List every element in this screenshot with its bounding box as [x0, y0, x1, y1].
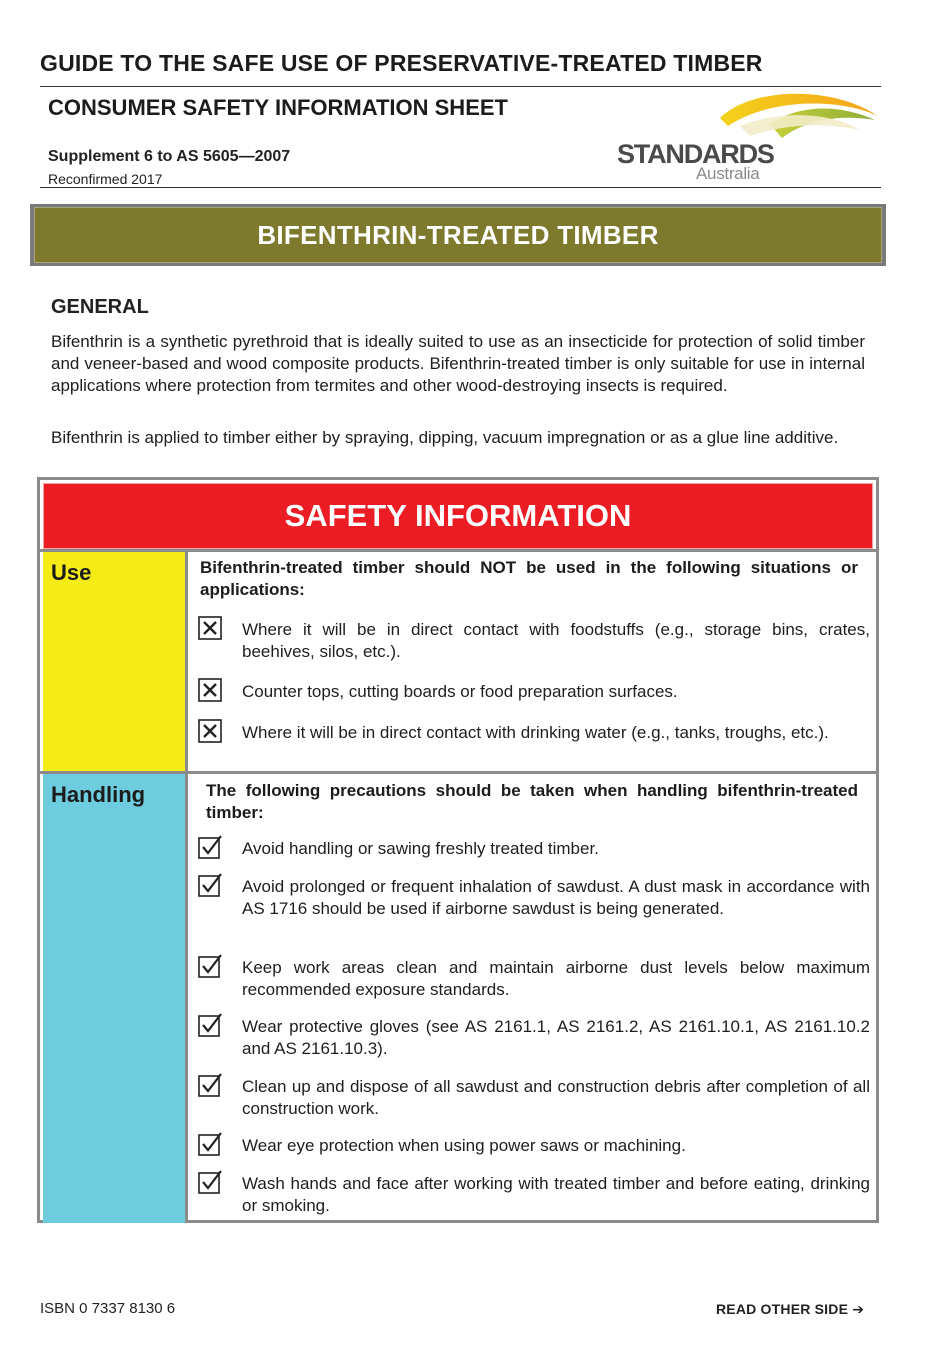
standards-australia-logo: [615, 86, 880, 186]
handling-item-text: Wear eye protection when using power saws or machining.: [242, 1136, 686, 1155]
check-box-icon: [198, 1073, 222, 1097]
reconfirmed-date: Reconfirmed 2017: [48, 171, 163, 187]
use-label-cell: [43, 552, 185, 771]
handling-label-cell: [43, 774, 185, 1223]
logo-subtext: Australia: [696, 164, 760, 183]
swoosh-logo-icon: [710, 86, 880, 146]
handling-item-text: Wear protective gloves (see AS 2161.1, AS 2161.2, AS 2161.10.1, AS 2161.10.2 and AS 2161.10.3).: [242, 1017, 870, 1058]
document-title: GUIDE TO THE SAFE USE OF PRESERVATIVE-TREATED TIMBER: [40, 50, 763, 76]
use-item-text: Counter tops, cutting boards or food preparation surfaces.: [242, 682, 678, 701]
handling-label: Handling: [51, 782, 146, 807]
logo-wordmark: STANDARDS: [617, 139, 774, 169]
cross-box-icon: [198, 616, 222, 640]
check-box-icon: [198, 873, 222, 897]
safety-information-table: [37, 477, 879, 1223]
safety-header: [43, 483, 873, 549]
use-item-text: Where it will be in direct contact with foodstuffs (e.g., storage bins, crates, beehives, silos, etc.).: [242, 620, 870, 661]
product-banner-inner: [34, 207, 882, 263]
check-box-icon: [198, 1013, 222, 1037]
cross-box-icon: [198, 719, 222, 743]
product-banner: [30, 204, 886, 266]
use-intro: Bifenthrin-treated timber should NOT be used in the following situations or applications:: [200, 558, 858, 599]
column-divider: [185, 549, 188, 1223]
supplement-reference: Supplement 6 to AS 5605—2007: [48, 148, 291, 165]
read-other-side-note: READ OTHER SIDE ➔: [716, 1301, 865, 1317]
handling-item-text: Keep work areas clean and maintain airborne dust levels below maximum recommended exposure standards.: [242, 958, 870, 999]
handling-item-text: Clean up and dispose of all sawdust and construction debris after completion of all construction work.: [242, 1077, 870, 1118]
handling-intro: The following precautions should be taken when handling bifenthrin-treated timber:: [206, 781, 858, 822]
handling-item-text: Wash hands and face after working with treated timber and before eating, drinking or smoking.: [242, 1174, 870, 1215]
general-paragraph: Bifenthrin is applied to timber either by spraying, dipping, vacuum impregnation or as a glue line additive.: [51, 428, 839, 447]
check-box-icon: [198, 954, 222, 978]
isbn-number: ISBN 0 7337 8130 6: [40, 1300, 176, 1317]
handling-item-text: Avoid prolonged or frequent inhalation of sawdust. A dust mask in accordance with AS 1716 should be used if airborne sawdust is being generated.: [242, 877, 870, 918]
sheet-subtitle: CONSUMER SAFETY INFORMATION SHEET: [48, 95, 508, 120]
header-rule: [40, 187, 881, 188]
check-box-icon: [198, 835, 222, 859]
safety-title: SAFETY INFORMATION: [284, 498, 632, 533]
handling-item-text: Avoid handling or sawing freshly treated timber.: [242, 839, 599, 858]
cross-box-icon: [198, 678, 222, 702]
use-label: Use: [51, 560, 92, 585]
check-box-icon: [198, 1132, 222, 1156]
product-title: BIFENTHRIN-TREATED TIMBER: [257, 219, 659, 250]
general-paragraph: Bifenthrin is a synthetic pyrethroid that is ideally suited to use as an insecticide for protection of solid timber and veneer-based and wood composite products. Bifenthrin-treated timber is only suitable for use in internal applications where protection from termites and other wood-destroying insects is required.: [51, 332, 865, 395]
use-item-text: Where it will be in direct contact with drinking water (e.g., tanks, troughs, etc.).: [242, 723, 829, 742]
check-box-icon: [198, 1170, 222, 1194]
general-heading: GENERAL: [51, 296, 149, 318]
